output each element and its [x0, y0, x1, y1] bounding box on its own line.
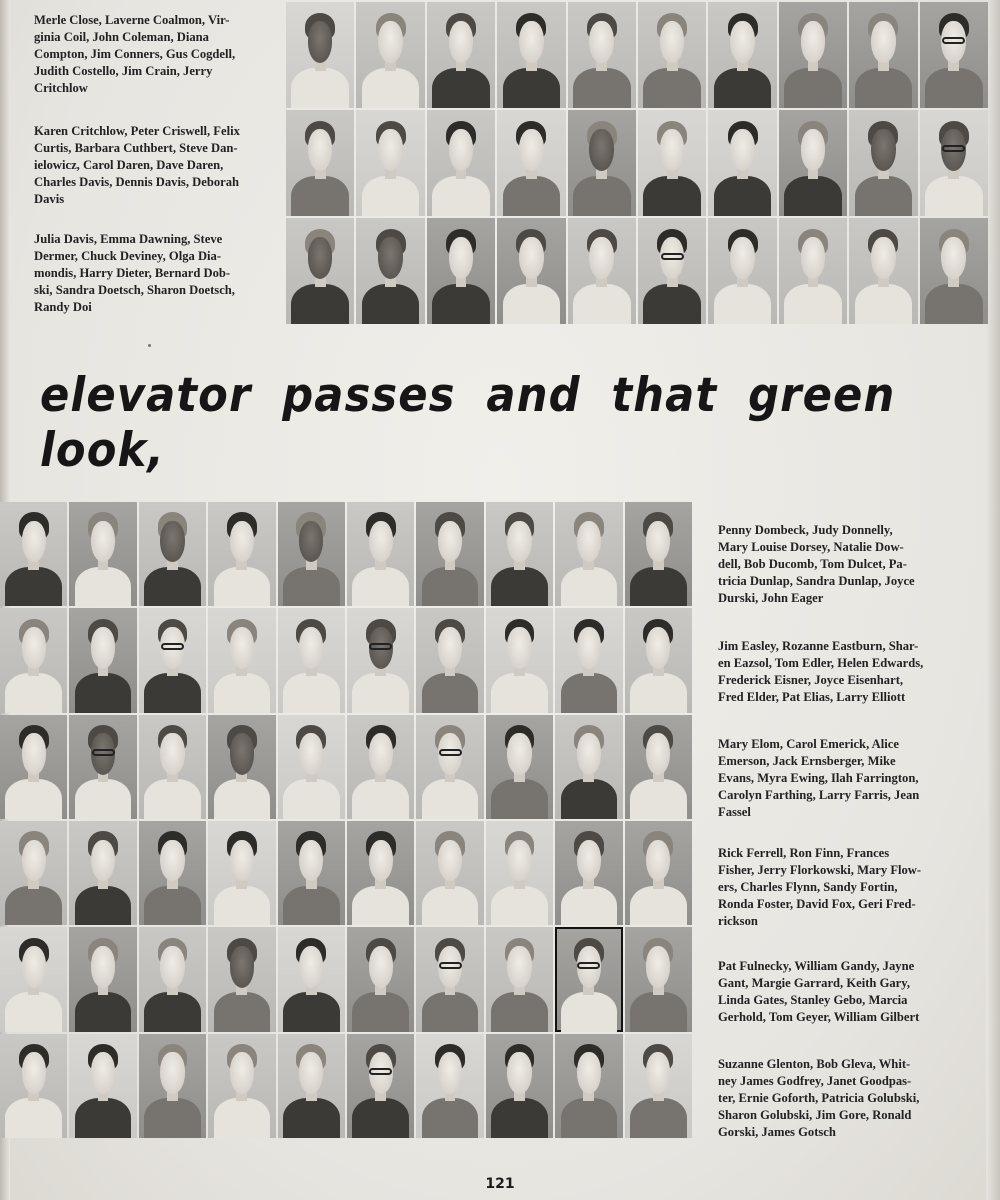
student-portrait — [0, 715, 67, 819]
page-right-edge — [986, 0, 1000, 1200]
student-portrait — [625, 821, 692, 925]
student-portrait — [208, 1034, 275, 1138]
student-portrait — [0, 608, 67, 712]
student-portrait — [486, 1034, 553, 1138]
student-portrait — [555, 502, 622, 606]
student-portrait — [69, 821, 136, 925]
student-portrait — [555, 821, 622, 925]
student-portrait — [486, 927, 553, 1031]
student-portrait — [625, 502, 692, 606]
student-portrait — [139, 927, 206, 1031]
student-portrait — [779, 218, 847, 324]
page-number: 121 — [485, 1176, 515, 1192]
student-portrait — [139, 715, 206, 819]
student-portrait — [486, 715, 553, 819]
student-portrait — [208, 608, 275, 712]
caption-bottom-row-4: Rick Ferrell, Ron Finn, Frances Fisher, Jerry Florkowski, Mary Flow- ers, Charles Flynn, Sandy Fortin, Ronda Foster, David Fox, Geri Fred- rickson — [718, 846, 922, 928]
student-portrait — [779, 110, 847, 216]
student-portrait — [486, 502, 553, 606]
student-portrait — [416, 927, 483, 1031]
student-portrait — [568, 110, 636, 216]
student-portrait — [356, 110, 424, 216]
student-portrait — [416, 821, 483, 925]
caption-bottom-row-1: Penny Dombeck, Judy Donnelly, Mary Louise Dorsey, Natalie Dow- dell, Bob Ducomb, Tom Dulcet, Pa- tricia Dunlap, Sandra Dunlap, Joyce Durski, John Eager — [718, 523, 915, 605]
student-portrait — [497, 218, 565, 324]
student-portrait — [555, 608, 622, 712]
student-portrait — [497, 110, 565, 216]
student-portrait — [638, 218, 706, 324]
student-portrait — [278, 1034, 345, 1138]
student-portrait — [347, 715, 414, 819]
student-portrait — [139, 502, 206, 606]
student-portrait — [278, 608, 345, 712]
student-portrait — [555, 1034, 622, 1138]
student-portrait — [69, 608, 136, 712]
student-portrait — [208, 821, 275, 925]
student-portrait — [708, 218, 776, 324]
student-portrait — [139, 608, 206, 712]
student-portrait — [286, 110, 354, 216]
print-speck — [148, 344, 151, 347]
student-portrait — [0, 1034, 67, 1138]
portrait-grid-top — [286, 2, 988, 324]
caption-top-row-1: Merle Close, Laverne Coalmon, Vir- ginia Coil, John Coleman, Diana Compton, Jim Conners, Gus Cogdell, Judith Costello, Jim Crain, Jerry Critchlow — [34, 13, 236, 95]
student-portrait — [278, 715, 345, 819]
student-portrait — [427, 110, 495, 216]
student-portrait — [278, 821, 345, 925]
student-portrait — [568, 2, 636, 108]
student-portrait — [625, 608, 692, 712]
student-portrait — [920, 2, 988, 108]
student-portrait — [347, 502, 414, 606]
portrait-grid-bottom — [0, 502, 692, 1138]
student-portrait — [625, 1034, 692, 1138]
student-portrait — [568, 218, 636, 324]
student-portrait — [416, 608, 483, 712]
student-portrait — [69, 715, 136, 819]
student-portrait — [139, 821, 206, 925]
student-portrait — [920, 110, 988, 216]
student-portrait — [139, 1034, 206, 1138]
student-portrait — [69, 1034, 136, 1138]
student-portrait — [849, 218, 917, 324]
student-portrait — [347, 1034, 414, 1138]
student-portrait — [486, 608, 553, 712]
student-portrait — [555, 927, 622, 1031]
student-portrait — [416, 1034, 483, 1138]
student-portrait — [0, 821, 67, 925]
student-portrait — [69, 927, 136, 1031]
student-portrait — [69, 502, 136, 606]
student-portrait — [0, 927, 67, 1031]
student-portrait — [0, 502, 67, 606]
student-portrait — [708, 2, 776, 108]
caption-bottom-row-2: Jim Easley, Rozanne Eastburn, Shar- en Eazsol, Tom Edler, Helen Edwards, Frederick Eisner, Joyce Eisenhart, Fred Elder, Pat Elias, Larry Elliott — [718, 639, 924, 704]
student-portrait — [625, 927, 692, 1031]
student-portrait — [849, 2, 917, 108]
student-portrait — [427, 218, 495, 324]
student-portrait — [208, 715, 275, 819]
student-portrait — [416, 715, 483, 819]
student-portrait — [779, 2, 847, 108]
student-portrait — [555, 715, 622, 819]
student-portrait — [356, 2, 424, 108]
student-portrait — [708, 110, 776, 216]
student-portrait — [278, 502, 345, 606]
student-portrait — [347, 927, 414, 1031]
caption-bottom-row-6: Suzanne Glenton, Bob Gleva, Whit- ney James Godfrey, Janet Goodpas- ter, Ernie Goforth, Patricia Golubski, Sharon Golubski, Jim Gore, Ronald Gorski, James Gotsch — [718, 1057, 920, 1139]
student-portrait — [486, 821, 553, 925]
student-portrait — [427, 2, 495, 108]
student-portrait — [208, 927, 275, 1031]
student-portrait — [278, 927, 345, 1031]
student-portrait — [416, 502, 483, 606]
student-portrait — [625, 715, 692, 819]
student-portrait — [920, 218, 988, 324]
student-portrait — [286, 2, 354, 108]
caption-bottom-row-5: Pat Fulnecky, William Gandy, Jayne Gant, Margie Garrard, Keith Gary, Linda Gates, Stanley Gebo, Marcia Gerhold, Tom Geyer, William Gilbert — [718, 959, 920, 1024]
student-portrait — [356, 218, 424, 324]
student-portrait — [347, 821, 414, 925]
student-portrait — [347, 608, 414, 712]
caption-top-row-3: Julia Davis, Emma Dawning, Steve Dermer, Chuck Deviney, Olga Dia- mondis, Harry Dieter, Bernard Dob- ski, Sandra Doetsch, Sharon Doetsch, Randy Doi — [34, 232, 235, 314]
student-portrait — [638, 110, 706, 216]
student-portrait — [286, 218, 354, 324]
caption-bottom-row-3: Mary Elom, Carol Emerick, Alice Emerson, Jack Ernsberger, Mike Evans, Myra Ewing, Ilah Farrington, Carolyn Farthing, Larry Farris, Jean Fassel — [718, 737, 920, 819]
student-portrait — [849, 110, 917, 216]
student-portrait — [638, 2, 706, 108]
headline: elevator passes and that green look, — [40, 368, 896, 478]
caption-top-row-2: Karen Critchlow, Peter Criswell, Felix Curtis, Barbara Cuthbert, Steve Dan- ielowicz, Carol Daren, Dave Daren, Charles Davis, Dennis Davis, Deborah Davis — [34, 124, 240, 206]
student-portrait — [497, 2, 565, 108]
student-portrait — [208, 502, 275, 606]
